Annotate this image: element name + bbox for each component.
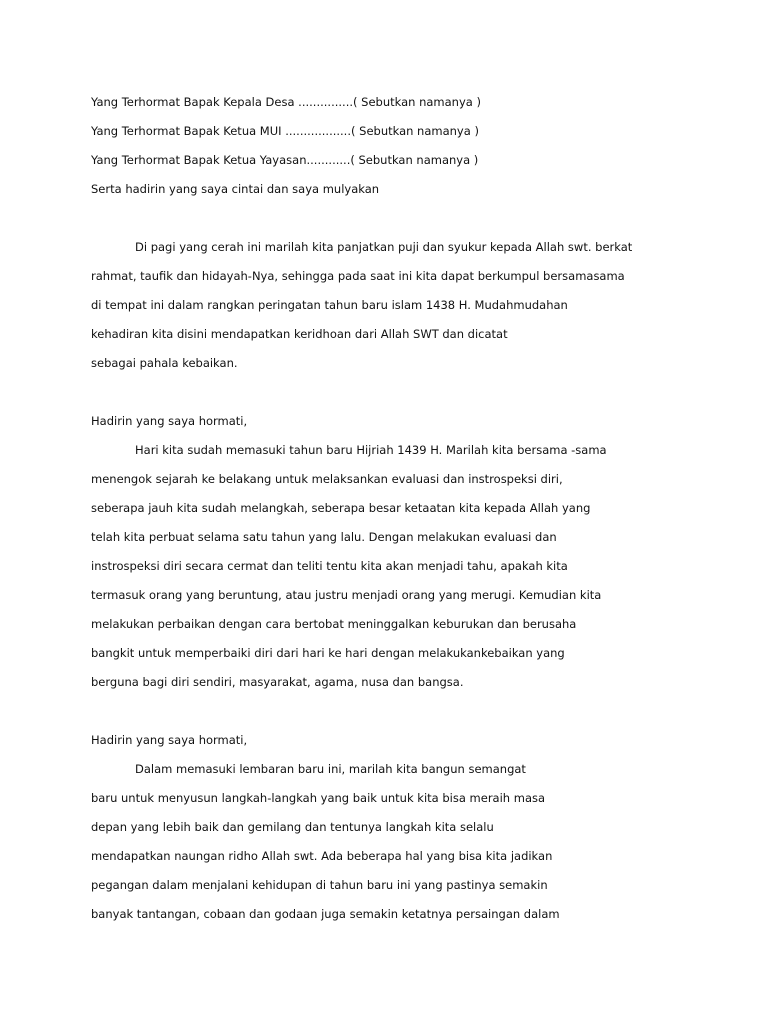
paragraph-line: bangkit untuk memperbaiki diri dari hari ke hari dengan melakukankebaikan yang	[91, 646, 565, 660]
paragraph-line: banyak tantangan, cobaan dan godaan juga semakin ketatnya persaingan dalam	[91, 907, 560, 921]
paragraph-line: melakukan perbaikan dengan cara bertobat meninggalkan keburukan dan berusaha	[91, 617, 577, 631]
paragraph-line: menengok sejarah ke belakang untuk melaksankan evaluasi dan instrospeksi diri,	[91, 472, 563, 486]
paragraph-line: berguna bagi diri sendiri, masyarakat, agama, nusa dan bangsa.	[91, 675, 464, 689]
paragraph-line: baru untuk menyusun langkah-langkah yang baik untuk kita bisa meraih masa	[91, 791, 546, 805]
paragraph-line: seberapa jauh kita sudah melangkah, seberapa besar ketaatan kita kepada Allah yang	[91, 501, 591, 515]
paragraph-line: di tempat ini dalam rangkan peringatan tahun baru islam 1438 H. Mudahmudahan	[91, 298, 568, 312]
paragraph-line: termasuk orang yang beruntung, atau justru menjadi orang yang merugi. Kemudian kita	[91, 588, 602, 602]
paragraph-line: mendapatkan naungan ridho Allah swt. Ada beberapa hal yang bisa kita jadikan	[91, 849, 553, 863]
paragraph-line: Di pagi yang cerah ini marilah kita panjatkan puji dan syukur kepada Allah swt. berkat	[135, 240, 633, 254]
paragraph-line: pegangan dalam menjalani kehidupan di tahun baru ini yang pastinya semakin	[91, 878, 548, 892]
greeting-line: Yang Terhormat Bapak Kepala Desa ...............( Sebutkan namanya )	[91, 95, 481, 109]
greeting-line: Serta hadirin yang saya cintai dan saya mulyakan	[91, 182, 380, 196]
paragraph-line: Dalam memasuki lembaran baru ini, marilah kita bangun semangat	[135, 762, 526, 776]
greeting-line: Yang Terhormat Bapak Ketua MUI ..................( Sebutkan namanya )	[91, 124, 479, 138]
paragraph-line: telah kita perbuat selama satu tahun yang lalu. Dengan melakukan evaluasi dan	[91, 530, 557, 544]
paragraph-line: depan yang lebih baik dan gemilang dan tentunya langkah kita selalu	[91, 820, 494, 834]
paragraph-line: kehadiran kita disini mendapatkan keridhoan dari Allah SWT dan dicatat	[91, 327, 508, 341]
paragraph-line: rahmat, taufik dan hidayah-Nya, sehingga pada saat ini kita dapat berkumpul bersamasama	[91, 269, 625, 283]
salutation: Hadirin yang saya hormati,	[91, 733, 248, 747]
greeting-line: Yang Terhormat Bapak Ketua Yayasan............( Sebutkan namanya )	[91, 153, 479, 167]
paragraph-line: sebagai pahala kebaikan.	[91, 356, 238, 370]
salutation: Hadirin yang saya hormati,	[91, 414, 248, 428]
paragraph-line: instrospeksi diri secara cermat dan teliti tentu kita akan menjadi tahu, apakah kita	[91, 559, 568, 573]
paragraph-line: Hari kita sudah memasuki tahun baru Hijriah 1439 H. Marilah kita bersama -sama	[135, 443, 607, 457]
